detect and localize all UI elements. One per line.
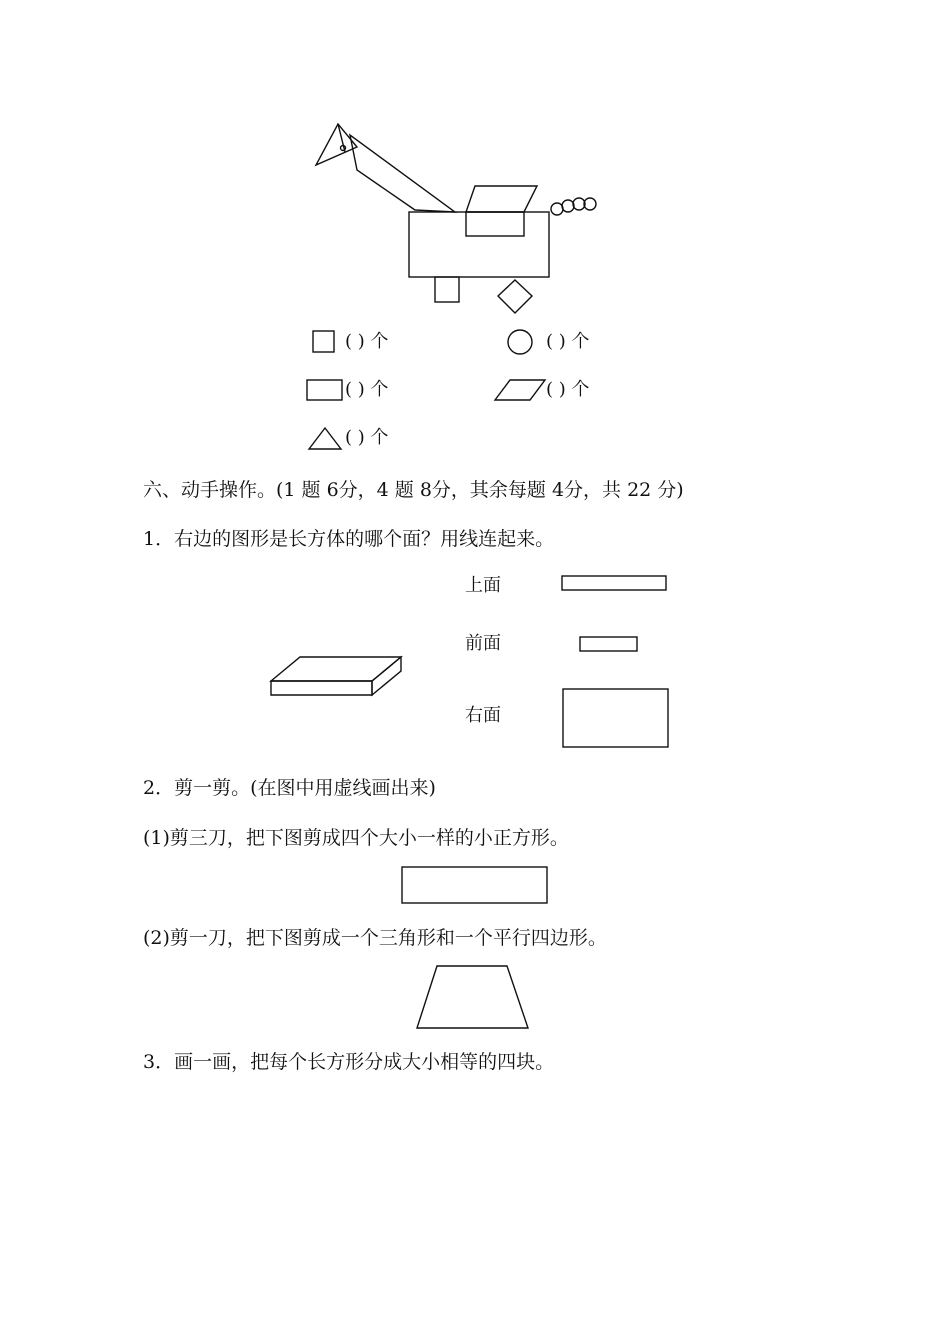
rectangle-icon (307, 380, 342, 400)
count-triangle-blank[interactable]: ( ) 个 (345, 427, 389, 448)
q2-sub1: (1)剪三刀，把下图剪成四个大小一样的小正方形。 (143, 827, 569, 849)
label-front-face: 前面 (465, 633, 501, 654)
label-right-face: 右面 (465, 705, 501, 726)
right-face-shape (563, 689, 668, 747)
circle-icon (508, 330, 532, 354)
section6-heading: 六、动手操作。(1 题 6分，4 题 8分，其余每题 4分，共 22 分) (143, 479, 684, 501)
cuboid-figure (271, 657, 401, 695)
q3-prompt: 3．画一画，把每个长方形分成大小相等的四块。 (143, 1051, 555, 1073)
q2-sub2: (2)剪一刀，把下图剪成一个三角形和一个平行四边形。 (143, 927, 607, 949)
front-face-shape (580, 637, 637, 651)
parallelogram-icon (495, 380, 545, 400)
square-icon (313, 331, 334, 352)
shape-horse-figure (316, 124, 596, 313)
count-square-blank[interactable]: ( ) 个 (345, 331, 389, 352)
cut-rectangle (402, 867, 547, 903)
count-circle-blank[interactable]: ( ) 个 (546, 331, 590, 352)
count-parallelogram-blank[interactable]: ( ) 个 (546, 379, 590, 400)
triangle-icon (309, 428, 341, 449)
cut-trapezoid (417, 966, 528, 1028)
top-face-shape (562, 576, 666, 590)
count-rectangle-blank[interactable]: ( ) 个 (345, 379, 389, 400)
label-top-face: 上面 (465, 575, 501, 596)
q1-prompt: 1．右边的图形是长方体的哪个面？用线连起来。 (143, 528, 555, 550)
q2-prompt: 2．剪一剪。(在图中用虚线画出来) (143, 777, 436, 799)
